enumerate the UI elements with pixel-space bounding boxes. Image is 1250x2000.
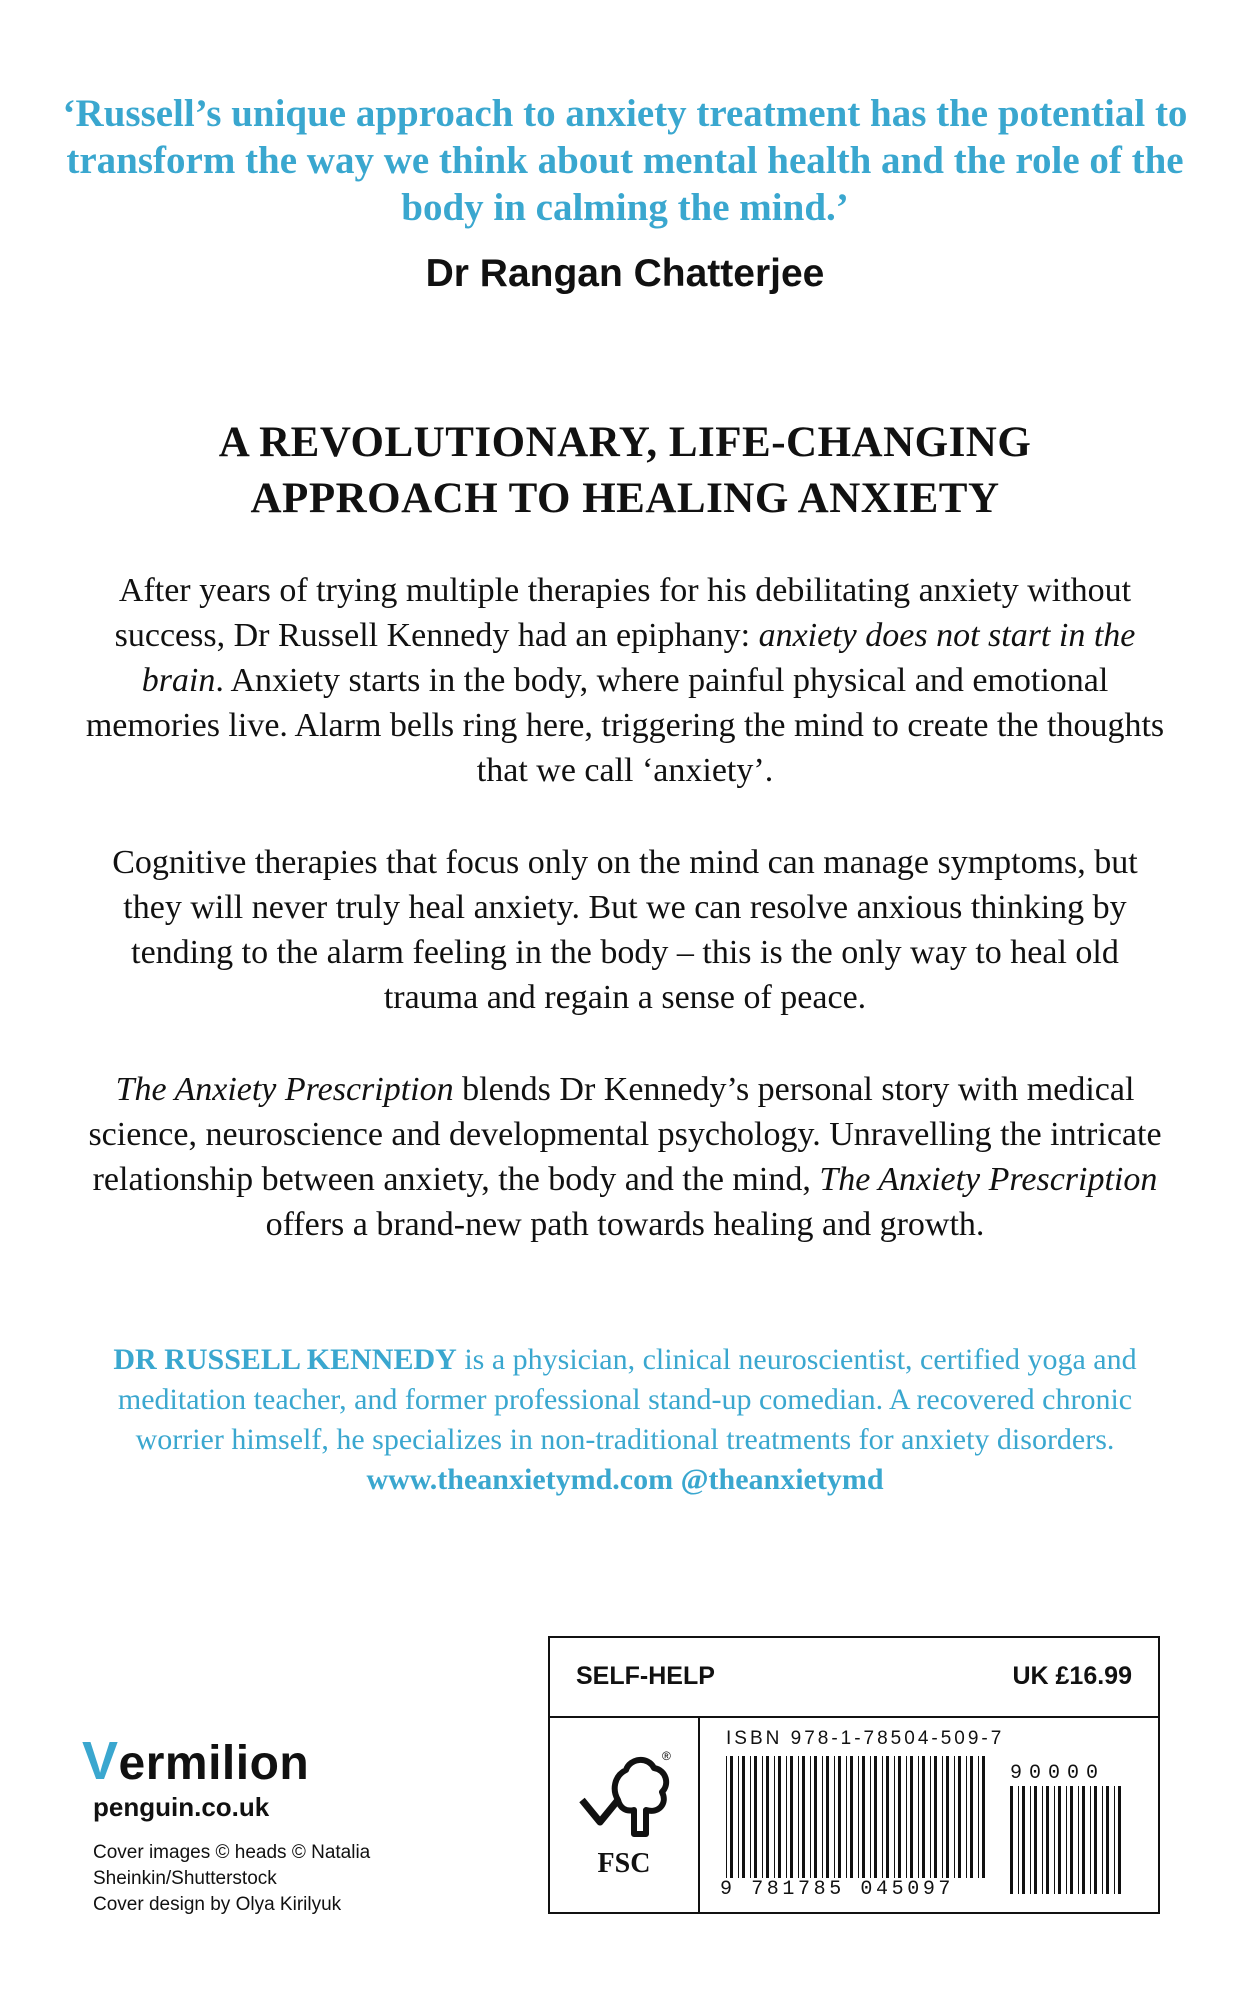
barcode-bar bbox=[982, 1756, 985, 1878]
barcode-bar bbox=[1042, 1786, 1043, 1894]
barcode-bar bbox=[1102, 1786, 1103, 1894]
headline-line-2: APPROACH TO HEALING ANXIETY bbox=[250, 475, 1000, 522]
barcode-bar bbox=[954, 1756, 955, 1878]
barcode-bar bbox=[726, 1756, 727, 1878]
p3-book-title-2: The Anxiety Prescription bbox=[819, 1161, 1158, 1198]
p3-book-title-1: The Anxiety Prescription bbox=[115, 1071, 454, 1108]
barcode-bar bbox=[826, 1756, 829, 1878]
publisher-logo bbox=[82, 1730, 309, 1792]
barcode-bar bbox=[910, 1756, 913, 1878]
design-credit: Cover design by Olya Kirilyuk bbox=[93, 1894, 342, 1915]
barcode-bar bbox=[894, 1756, 895, 1878]
p1-text-end: . Anxiety starts in the body, where painful physical and emotional memories live. Alarm bells ring here, triggering the mind to create the thoughts that we call ‘anxiety’. bbox=[85, 662, 1165, 789]
barcode-bar bbox=[874, 1756, 877, 1878]
barcode-bar bbox=[1070, 1786, 1073, 1894]
barcode-bar bbox=[822, 1756, 823, 1878]
author-website-link[interactable]: www.theanxietymd.com bbox=[366, 1463, 674, 1496]
barcode-bar bbox=[766, 1756, 769, 1878]
barcode-bar bbox=[762, 1756, 763, 1878]
barcode-bar bbox=[1018, 1786, 1019, 1894]
author-bio bbox=[100, 1340, 1150, 1500]
fsc-label: FSC bbox=[597, 1848, 651, 1879]
blurb-paragraph-1 bbox=[80, 568, 1170, 793]
barcode-bar bbox=[918, 1756, 919, 1878]
box-body bbox=[550, 1718, 1158, 1912]
barcode-bar bbox=[970, 1756, 973, 1878]
p3-text-end: offers a brand-new path towards healing and growth. bbox=[265, 1206, 985, 1243]
barcode-bar bbox=[778, 1756, 781, 1878]
blurb-paragraph-2 bbox=[80, 840, 1170, 1020]
barcode-bar bbox=[1106, 1786, 1109, 1894]
barcode-bar bbox=[1046, 1786, 1049, 1894]
price-label: UK £16.99 bbox=[1012, 1662, 1132, 1690]
barcode-bar bbox=[870, 1756, 871, 1878]
barcode-bar bbox=[1034, 1786, 1037, 1894]
p3-text-middle: blends Dr Kennedy’s personal story with medical science, neuroscience and developmental psychology. Unravelling the intricate relationship between anxiety, the body and the mind, bbox=[88, 1071, 1162, 1198]
barcode-bar bbox=[886, 1756, 889, 1878]
barcode-bar bbox=[934, 1756, 937, 1878]
isbn-label: ISBN 978-1-78504-509-7 bbox=[726, 1728, 1005, 1749]
barcode-bar bbox=[774, 1756, 775, 1878]
cover-credits bbox=[93, 1840, 453, 1918]
logo-initial: V bbox=[82, 1731, 119, 1791]
barcode-bar bbox=[898, 1756, 901, 1878]
fsc-logo bbox=[550, 1718, 700, 1912]
barcode-bar bbox=[942, 1756, 943, 1878]
barcode-bar bbox=[1090, 1786, 1091, 1894]
author-name: DR RUSSELL KENNEDY bbox=[113, 1343, 457, 1376]
barcode-bar bbox=[1118, 1786, 1121, 1894]
barcode-bar bbox=[1114, 1786, 1115, 1894]
barcode-bar bbox=[1066, 1786, 1067, 1894]
barcode-bar bbox=[946, 1756, 949, 1878]
barcode-bar bbox=[846, 1756, 847, 1878]
tree-checkmark-icon bbox=[574, 1748, 674, 1844]
author-links bbox=[100, 1460, 1150, 1500]
addon-barcode bbox=[1010, 1786, 1128, 1894]
barcode-bar bbox=[750, 1756, 751, 1878]
quote-text: ‘Russell’s unique approach to anxiety treatment has the potential to transform the way we think about mental health and the role of the body in calming the mind.’ bbox=[62, 92, 1188, 229]
bio-text: is a physician, clinical neuroscientist, certified yoga and meditation teacher, and former professional stand-up comedian. A recovered chronic worrier himself, he specializes in non-traditional treatments for anxiety disorders. bbox=[117, 1343, 1137, 1456]
barcode-bar bbox=[786, 1756, 787, 1878]
barcode-bar bbox=[834, 1756, 835, 1878]
quote-author: Dr Rangan Chatterjee bbox=[425, 252, 825, 295]
barcode-bar bbox=[1030, 1786, 1031, 1894]
barcode-bar bbox=[838, 1756, 841, 1878]
barcode-bar bbox=[858, 1756, 859, 1878]
barcode-bar bbox=[810, 1756, 811, 1878]
image-credit: Cover images © heads © Natalia Sheinkin/Shutterstock bbox=[93, 1842, 371, 1889]
barcode-bar bbox=[1054, 1786, 1055, 1894]
category-label: SELF-HELP bbox=[576, 1662, 715, 1690]
registered-mark: ® bbox=[662, 1749, 671, 1763]
barcode-bar bbox=[922, 1756, 925, 1878]
barcode-bar bbox=[1082, 1786, 1085, 1894]
barcode-bar bbox=[1010, 1786, 1013, 1894]
p1-text-start: After years of trying multiple therapies for his debilitating anxiety without success, Dr Russell Kennedy had an epiphany: bbox=[114, 572, 1132, 654]
p1-emphasis: anxiety does not start in the brain bbox=[141, 617, 1136, 699]
endorsement-quote bbox=[60, 90, 1190, 231]
barcode-bar bbox=[882, 1756, 883, 1878]
publisher-website[interactable]: penguin.co.uk bbox=[93, 1792, 270, 1822]
barcode-bar bbox=[958, 1756, 961, 1878]
barcode-digits: 9 781785 045097 bbox=[720, 1878, 955, 1901]
headline-line-1: A REVOLUTIONARY, LIFE-CHANGING bbox=[218, 419, 1032, 466]
blurb-paragraph-3 bbox=[80, 1067, 1170, 1247]
headline bbox=[0, 415, 1250, 527]
ean-barcode bbox=[726, 1756, 994, 1878]
barcode-bar bbox=[738, 1756, 739, 1878]
barcode-bar bbox=[1094, 1786, 1097, 1894]
barcode-bar bbox=[814, 1756, 817, 1878]
p2-text: Cognitive therapies that focus only on the mind can manage symptoms, but they will never truly heal anxiety. But we can resolve anxious thinking by tending to the alarm feeling in the body – this is the only way to heal old trauma and regain a sense of peace. bbox=[112, 844, 1138, 1016]
barcode-bar bbox=[1022, 1786, 1025, 1894]
barcode-bar bbox=[966, 1756, 967, 1878]
barcode-bar bbox=[850, 1756, 853, 1878]
barcode-bar bbox=[1078, 1786, 1079, 1894]
barcode-bar bbox=[754, 1756, 757, 1878]
barcode-bar bbox=[742, 1756, 745, 1878]
barcode-bar bbox=[906, 1756, 907, 1878]
barcode-bar bbox=[802, 1756, 805, 1878]
barcode-bar bbox=[978, 1756, 979, 1878]
barcode-bar bbox=[862, 1756, 865, 1878]
barcode-bar bbox=[798, 1756, 799, 1878]
barcode-bar bbox=[1058, 1786, 1061, 1894]
barcode-bar bbox=[790, 1756, 793, 1878]
barcode-box bbox=[548, 1636, 1160, 1914]
barcode-bar bbox=[930, 1756, 931, 1878]
author-social-handle[interactable]: @theanxietymd bbox=[680, 1463, 884, 1496]
barcode-bar bbox=[730, 1756, 733, 1878]
box-header bbox=[550, 1638, 1158, 1718]
logo-wordmark: ermilion bbox=[118, 1737, 310, 1790]
addon-digits: 90000 bbox=[1010, 1762, 1106, 1785]
